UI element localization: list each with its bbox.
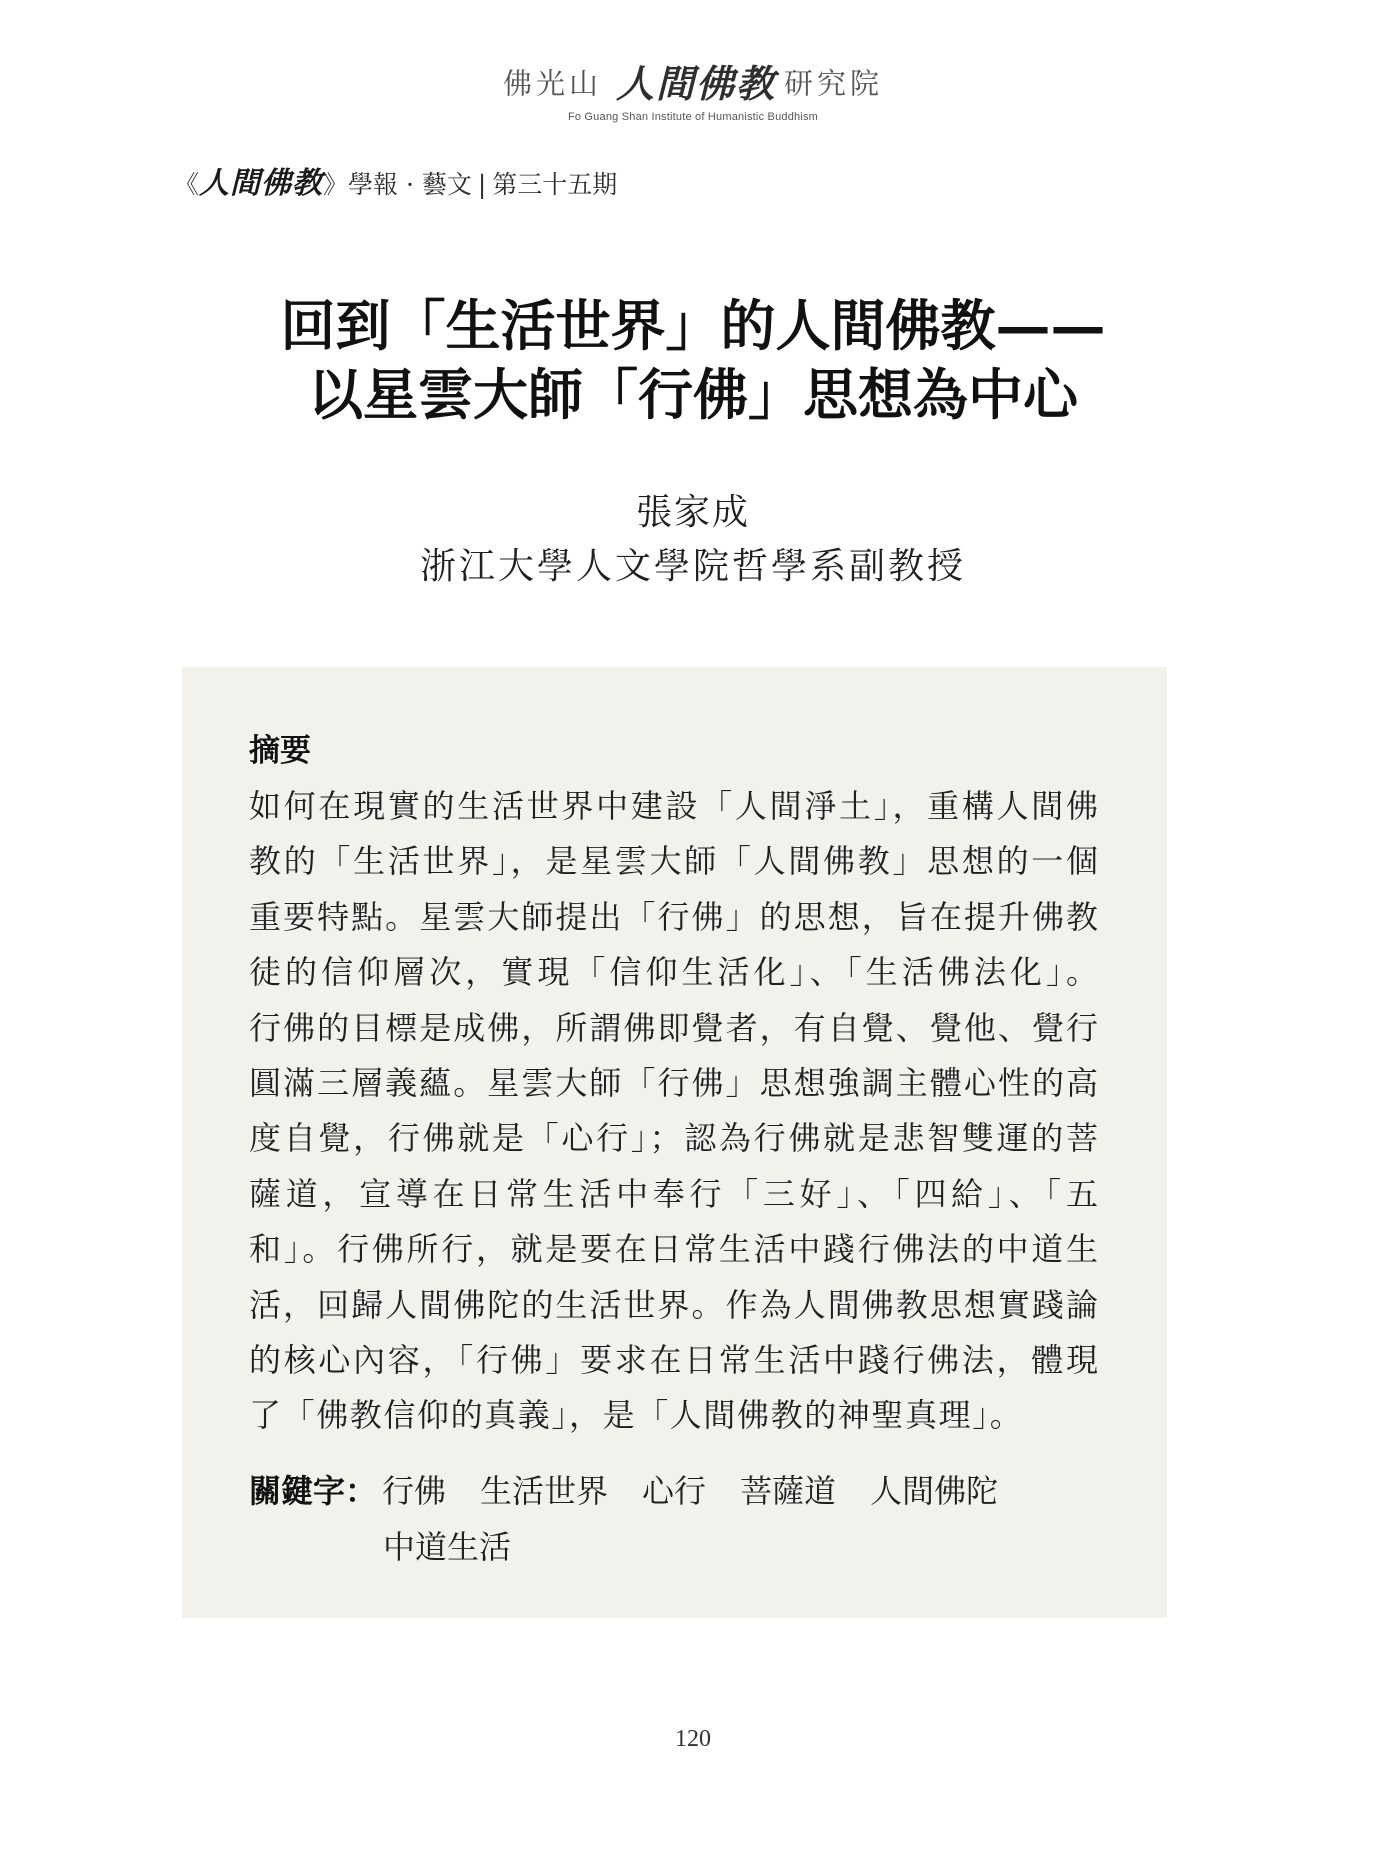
- institute-logo: [503, 58, 883, 109]
- logo-brand: 人間佛教: [615, 60, 776, 106]
- abstract-line: 重要特點。星雲大師提出「行佛」的思想，旨在提升佛教: [249, 897, 1098, 936]
- journal-open-bracket: 《: [174, 170, 200, 199]
- abstract-line: 教的「生活世界」，是星雲大師「人間佛教」思想的一個: [249, 842, 1098, 881]
- keyword: 心行: [642, 1472, 707, 1510]
- journal-section: 》學報 · 藝文: [323, 170, 472, 199]
- article-title-line-1: 回到「生活世界」的人間佛教——: [280, 293, 1106, 358]
- journal-running-head: [174, 164, 617, 205]
- page-number: 120: [675, 1726, 711, 1752]
- institute-english-name: Fo Guang Shan Institute of Humanistic Buddhism: [567, 110, 819, 123]
- keyword: 人間佛陀: [870, 1472, 999, 1510]
- keyword: 菩薩道: [740, 1472, 837, 1510]
- abstract-heading: 摘要: [249, 733, 311, 769]
- author-affiliation: 浙江大學人文學院哲學系副教授: [419, 546, 966, 587]
- author-name: 張家成: [635, 492, 750, 533]
- keyword: 生活世界: [480, 1472, 609, 1510]
- abstract-line: 活，回歸人間佛陀的生活世界。作為人間佛教思想實踐論: [249, 1285, 1098, 1324]
- abstract-line: 薩道，宣導在日常生活中奉行「三好」、「四給」、「五: [249, 1174, 1098, 1213]
- article-title-line-2: 以星雲大師「行佛」思想為中心: [307, 362, 1078, 427]
- abstract-line: 了「佛教信仰的真義」，是「人間佛教的神聖真理」。: [249, 1396, 1024, 1435]
- logo-suffix: 研究院: [784, 66, 884, 101]
- institute-header: [0, 58, 1386, 123]
- logo-prefix: 佛光山: [502, 66, 602, 101]
- journal-issue: 第三十五期: [492, 170, 618, 199]
- abstract-line: 圓滿三層義蘊。星雲大師「行佛」思想強調主體心性的高: [249, 1063, 1098, 1102]
- keyword: 中道生活: [383, 1528, 512, 1566]
- abstract-line: 如何在現實的生活世界中建設「人間淨土」，重構人間佛: [249, 787, 1098, 825]
- abstract-line: 度自覺，行佛就是「心行」；認為行佛就是悲智雙運的菩: [249, 1119, 1098, 1158]
- abstract-line: 和」。行佛所行，就是要在日常生活中踐行佛法的中道生: [249, 1230, 1098, 1269]
- keywords-row: [249, 1464, 1032, 1518]
- abstract-line: 的核心內容，「行佛」要求在日常生活中踐行佛法，體現: [249, 1340, 1098, 1379]
- abstract-box: [182, 667, 1167, 1618]
- journal-separator: |: [477, 170, 487, 199]
- abstract-line: 徒的信仰層次，實現「信仰生活化」、「生活佛法化」。: [249, 953, 1098, 992]
- journal-brand: 人間佛教: [199, 166, 324, 201]
- keyword: 行佛: [382, 1472, 447, 1510]
- keywords-row-continued: [383, 1520, 545, 1574]
- keywords-label: 關鍵字：: [249, 1472, 378, 1510]
- abstract-body: [249, 779, 1098, 1444]
- abstract-line: 行佛的目標是成佛，所謂佛即覺者，有自覺、覺他、覺行: [249, 1008, 1098, 1047]
